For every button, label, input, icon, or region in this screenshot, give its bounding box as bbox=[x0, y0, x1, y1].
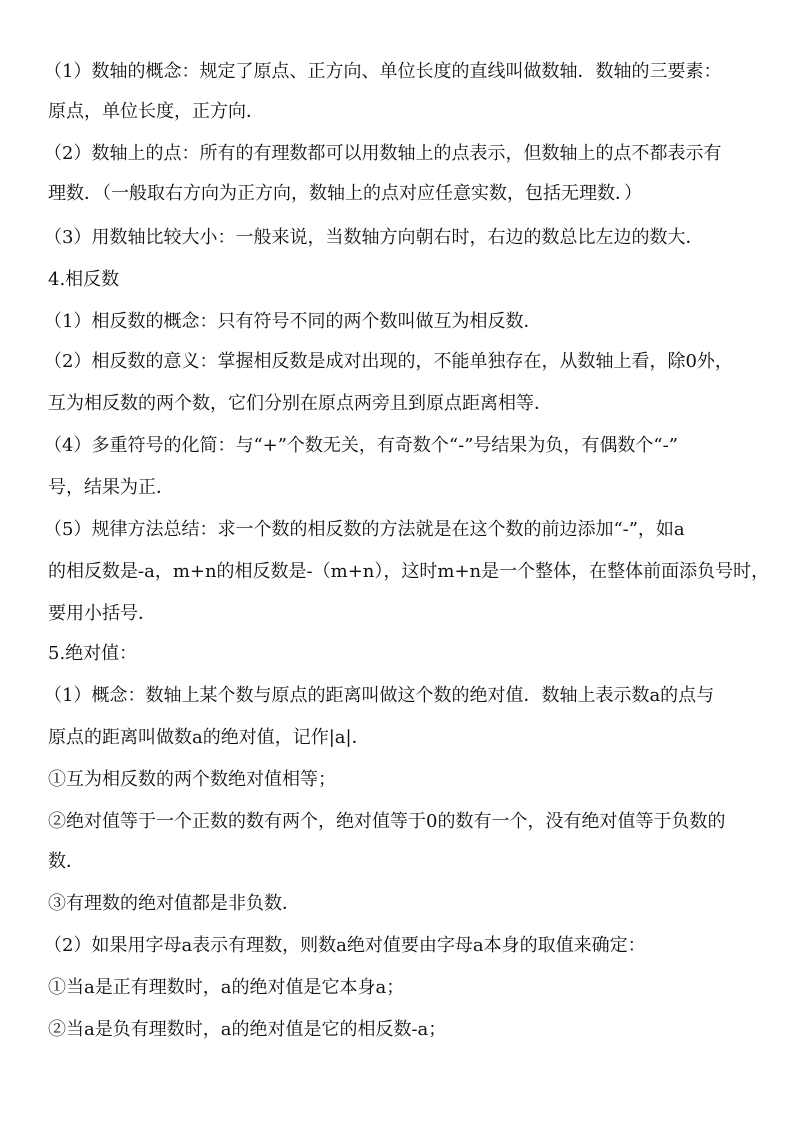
text-line: （4）多重符号的化简：与“+”个数无关，有奇数个“-”号结果为负，有偶数个“-” bbox=[44, 435, 678, 456]
text-line: （2）相反数的意义：掌握相反数是成对出现的，不能单独存在，从数轴上看，除0外， bbox=[44, 351, 733, 372]
text-line: 理数．（一般取右方向为正方向，数轴上的点对应任意实数，包括无理数．） bbox=[48, 183, 642, 204]
text-line: ①互为相反数的两个数绝对值相等； bbox=[48, 769, 336, 790]
section-heading: 5.绝对值： bbox=[48, 643, 138, 664]
text-line: ②当a是负有理数时，a的绝对值是它的相反数-a； bbox=[48, 1019, 447, 1040]
text-line: 互为相反数的两个数，它们分别在原点两旁且到原点距离相等． bbox=[48, 393, 552, 414]
text-line: 的相反数是-a，m+n的相反数是-（m+n），这时m+n是一个整体，在整体前面添负号时， bbox=[48, 561, 770, 582]
text-line: （1）概念：数轴上某个数与原点的距离叫做这个数的绝对值．数轴上表示数a的点与 bbox=[44, 685, 715, 706]
section-heading: 4.相反数 bbox=[48, 269, 120, 290]
text-line: 原点，单位长度，正方向． bbox=[48, 101, 264, 122]
text-line: （2）数轴上的点：所有的有理数都可以用数轴上的点表示，但数轴上的点不都表示有 bbox=[44, 143, 722, 164]
text-line: （1）相反数的概念：只有符号不同的两个数叫做互为相反数． bbox=[44, 311, 542, 332]
text-line: 原点的距离叫做数a的绝对值，记作|a|． bbox=[48, 727, 370, 748]
text-line: （3）用数轴比较大小：一般来说，当数轴方向朝右时，右边的数总比左边的数大． bbox=[44, 227, 704, 248]
text-line: （5）规律方法总结：求一个数的相反数的方法就是在这个数的前边添加“-”，如a bbox=[44, 519, 685, 540]
text-line: ③有理数的绝对值都是非负数． bbox=[48, 893, 300, 914]
text-line: 要用小括号． bbox=[48, 603, 156, 624]
text-line: （2）如果用字母a表示有理数，则数a绝对值要由字母a本身的取值来确定： bbox=[44, 935, 646, 956]
text-line: ①当a是正有理数时，a的绝对值是它本身a； bbox=[48, 977, 405, 998]
text-line: ②绝对值等于一个正数的数有两个，绝对值等于0的数有一个，没有绝对值等于负数的 bbox=[48, 811, 726, 832]
text-line: 数． bbox=[48, 851, 84, 872]
text-line: 号，结果为正． bbox=[48, 477, 174, 498]
text-line: （1）数轴的概念：规定了原点、正方向、单位长度的直线叫做数轴．数轴的三要素： bbox=[44, 61, 722, 82]
